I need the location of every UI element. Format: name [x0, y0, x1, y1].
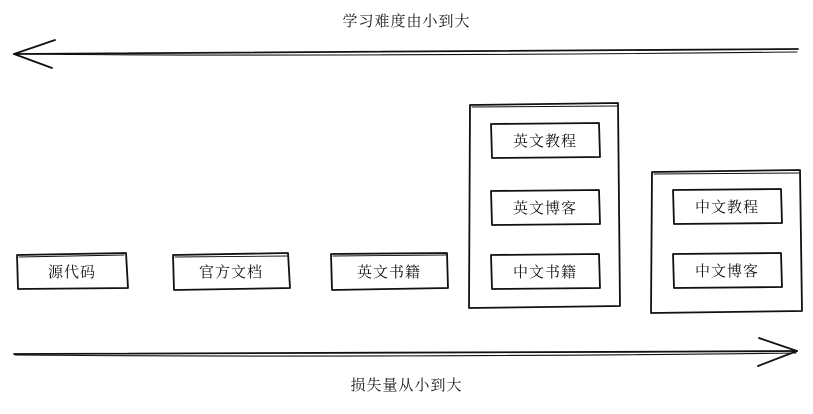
- box-english-books: 英文书籍: [356, 262, 421, 281]
- arrow-left-icon: [14, 40, 798, 68]
- bottom-axis-label: 损失量从小到大: [350, 376, 463, 394]
- box-chinese-blog: 中文博客: [694, 261, 759, 280]
- box-source-code: 源代码: [47, 262, 96, 281]
- box-chinese-books: 中文书籍: [512, 262, 577, 281]
- box-english-blog: 英文博客: [512, 198, 577, 217]
- box-official-docs: 官方文档: [198, 262, 263, 281]
- box-chinese-tutorial: 中文教程: [694, 197, 759, 216]
- arrow-right-icon: [14, 338, 797, 366]
- box-english-tutorial: 英文教程: [512, 131, 577, 150]
- top-axis-label: 学习难度由小到大: [342, 12, 471, 30]
